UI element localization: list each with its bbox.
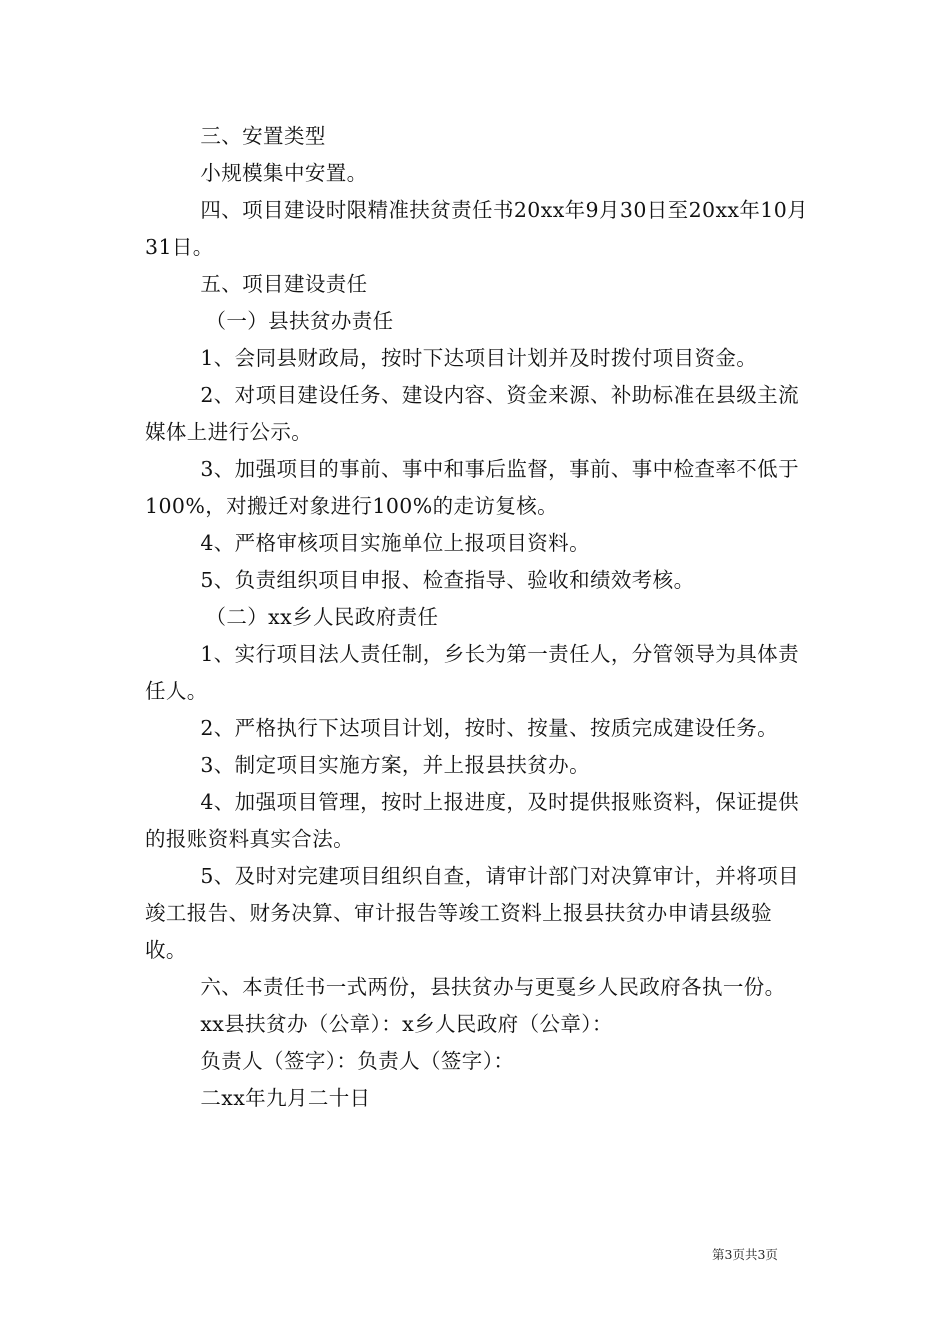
signature-line: 负责人（签字）：负责人（签字）：	[200, 1049, 515, 1073]
subheading-township-responsibility: （二）xx乡人民政府责任	[205, 605, 439, 629]
paragraph-construction-period: 四、项目建设时限精准扶贫责任书20xx年9月30日至20xx年10月31日。	[145, 198, 809, 259]
list-item-township-3: 3、制定项目实施方案，并上报县扶贫办。	[200, 753, 590, 777]
seal-line: xx县扶贫办（公章）：x乡人民政府（公章）：	[200, 1012, 613, 1036]
list-item-county-1: 1、会同县财政局，按时下达项目计划并及时拨付项目资金。	[200, 346, 758, 370]
list-item-county-2: 2、对项目建设任务、建设内容、资金来源、补助标准在县级主流媒体上进行公示。	[145, 383, 799, 444]
list-item-county-5: 5、负责组织项目申报、检查指导、验收和绩效考核。	[200, 568, 695, 592]
list-item-township-1: 1、实行项目法人责任制，乡长为第一责任人，分管领导为具体责任人。	[145, 642, 799, 703]
paragraph-placement-detail: 小规模集中安置。	[200, 161, 368, 185]
date-line: 二xx年九月二十日	[200, 1086, 371, 1110]
section-heading-placement-type: 三、安置类型	[200, 124, 326, 148]
page-number-footer: 第3页共3页	[712, 1247, 778, 1262]
section-heading-construction-responsibility: 五、项目建设责任	[200, 272, 368, 296]
paragraph-copies: 六、本责任书一式两份，县扶贫办与更戛乡人民政府各执一份。	[200, 975, 786, 999]
list-item-township-5: 5、及时对完建项目组织自查，请审计部门对决算审计，并将项目竣工报告、财务决算、审计报告等竣工资料上报县扶贫办申请县级验收。	[145, 864, 799, 962]
list-item-township-2: 2、严格执行下达项目计划，按时、按量、按质完成建设任务。	[200, 716, 779, 740]
list-item-county-3: 3、加强项目的事前、事中和事后监督，事前、事中检查率不低于100%，对搬迁对象进行100%的走访复核。	[145, 457, 799, 518]
document-body	[145, 118, 810, 1117]
list-item-county-4: 4、严格审核项目实施单位上报项目资料。	[200, 531, 590, 555]
subheading-county-office-responsibility: （一）县扶贫办责任	[205, 309, 394, 333]
list-item-township-4: 4、加强项目管理，按时上报进度，及时提供报账资料，保证提供的报账资料真实合法。	[145, 790, 799, 851]
